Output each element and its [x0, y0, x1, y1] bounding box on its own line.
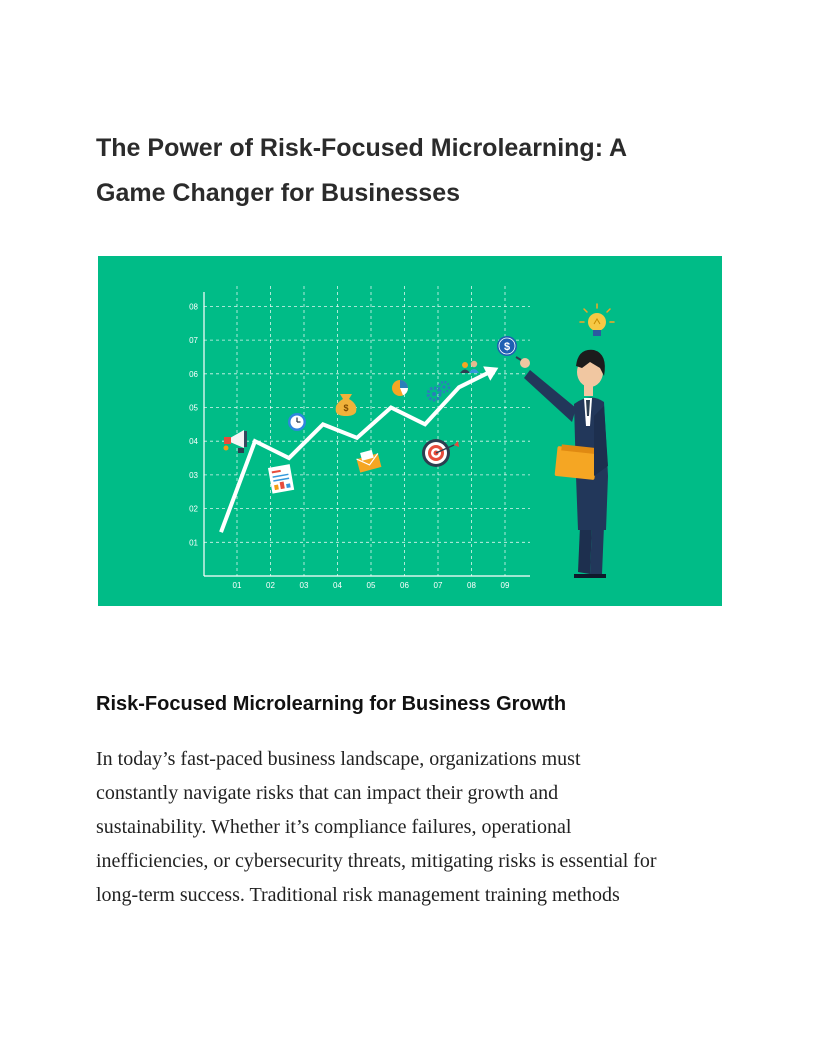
x-tick-label: 03 [299, 581, 309, 590]
clock-icon [288, 413, 306, 431]
y-tick-label: 02 [189, 504, 198, 514]
growth-chart-illustration [98, 256, 722, 606]
title-line-1: The Power of Risk-Focused Microlearning: A [96, 134, 628, 162]
x-tick-label: 05 [366, 581, 376, 590]
svg-text:$: $ [503, 341, 511, 353]
x-tick-label: 06 [400, 581, 409, 590]
paragraph-line-3: sustainability. Whether it’s compliance failures, operational [96, 816, 572, 838]
money-bag-icon [336, 394, 357, 416]
target-icon [422, 439, 459, 467]
y-tick-label: 01 [189, 538, 198, 548]
body-paragraph [96, 742, 721, 912]
x-tick-labels [233, 581, 510, 590]
x-tick-label: 01 [232, 581, 242, 590]
y-tick-label: 05 [189, 403, 198, 413]
y-tick-label: 08 [189, 302, 198, 312]
trend-line [221, 370, 493, 532]
paragraph-line-5: long-term success. Traditional risk management training methods [96, 884, 620, 906]
x-tick-label: 08 [467, 581, 476, 590]
x-tick-label: 09 [500, 581, 510, 590]
title-line-2: Game Changer for Businesses [96, 179, 461, 207]
gears-icon [428, 382, 449, 400]
page-title [96, 126, 736, 216]
lightbulb-icon [580, 304, 614, 336]
dollar-coin-icon [497, 336, 517, 356]
paragraph-line-2: constantly navigate risks that can impact their growth and [96, 782, 559, 804]
chart-axes [204, 292, 530, 576]
pie-chart-icon [392, 380, 408, 396]
y-tick-label: 04 [189, 437, 198, 447]
x-tick-label: 07 [433, 581, 443, 590]
x-tick-label: 02 [266, 581, 275, 590]
x-tick-label: 04 [333, 581, 342, 590]
businessman-figure [516, 350, 608, 578]
svg-text:$: $ [343, 403, 349, 413]
megaphone-icon [224, 430, 248, 453]
y-tick-label: 07 [189, 336, 198, 346]
team-icon [460, 361, 479, 373]
y-tick-labels [189, 302, 198, 547]
report-icon [268, 464, 294, 493]
hero-illustration [98, 256, 722, 606]
envelope-icon [355, 449, 381, 473]
y-tick-label: 03 [189, 470, 198, 480]
paragraph-line-4: inefficiencies, or cybersecurity threats, mitigating risks is essential for [96, 850, 657, 872]
trend-arrow [221, 366, 498, 532]
paragraph-line-1: In today’s fast-paced business landscape, organizations must [96, 748, 581, 770]
y-tick-label: 06 [189, 369, 198, 379]
section-heading: Risk-Focused Microlearning for Business Growth [96, 693, 567, 715]
